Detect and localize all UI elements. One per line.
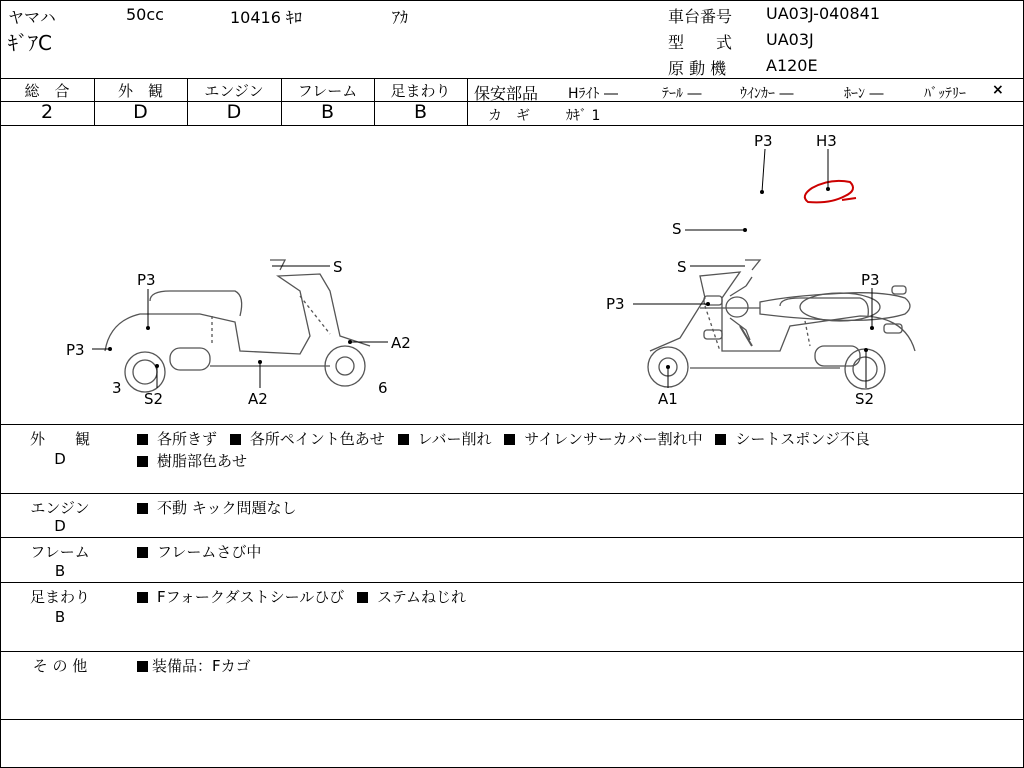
grade-suspension-label: 足まわり <box>390 82 451 100</box>
note-item: ステムねじれ <box>377 588 467 606</box>
note-item: 各所ペイント色あせ <box>249 430 385 448</box>
note-frame-category: フレーム <box>30 543 90 561</box>
bullet-square-icon <box>137 547 148 558</box>
note-suspension-category: 足まわり <box>29 588 90 606</box>
bullet-square-icon <box>137 503 148 514</box>
grade-overall-label: 総 合 <box>24 82 70 100</box>
note-item: レバー削れ <box>417 430 492 448</box>
headlight-status: Hﾗｲﾄ ― <box>568 86 618 102</box>
tail-status: ﾃｰﾙ ― <box>662 86 702 102</box>
bullet-square-icon <box>398 434 409 445</box>
grade-frame-value: B <box>320 101 335 123</box>
top-label-h3: H3 <box>816 132 837 150</box>
frame-no: UA03J-040841 <box>766 4 881 23</box>
left-label-3: 3 <box>112 379 122 397</box>
note-exterior-category: 外 観 <box>29 430 90 448</box>
grade-frame-label: フレーム <box>297 82 358 100</box>
note-suspension-grade: B <box>54 608 66 626</box>
note-suspension-line1 <box>137 586 466 607</box>
left-label-s: S <box>333 258 343 276</box>
color: ｱｶ <box>392 8 409 27</box>
mileage: 10416 ｷﾛ <box>230 8 302 27</box>
note-item: 各所きず <box>157 430 218 448</box>
left-label-a2-bottom: A2 <box>248 390 268 408</box>
left-label-p3-top: P3 <box>137 271 156 289</box>
note-item: Fフォークダストシールひび <box>157 588 345 606</box>
maker: ヤマハ <box>8 8 56 27</box>
note-item: シートスポンジ不良 <box>735 430 870 448</box>
divider <box>0 493 1024 494</box>
divider <box>0 78 1024 79</box>
note-item: サイレンサーカバー割れ中 <box>524 430 703 448</box>
right-label-p3-right: P3 <box>861 271 880 289</box>
bullet-square-icon <box>137 434 148 445</box>
top-circled-grade <box>838 174 839 175</box>
grade-overall-value: 2 <box>40 101 54 123</box>
grade-engine-value: D <box>226 101 242 123</box>
displacement: 50cc <box>126 5 164 24</box>
note-engine-line1 <box>137 497 296 518</box>
bullet-square-icon <box>715 434 726 445</box>
note-exterior-line2 <box>137 450 247 471</box>
grade-exterior-label: 外 観 <box>117 82 163 100</box>
bullet-square-icon <box>137 661 148 672</box>
battery-label: ﾊﾞｯﾃﾘｰ <box>924 86 966 102</box>
note-exterior-line1 <box>137 428 870 449</box>
red-damage-mark <box>805 181 856 203</box>
battery-status-mark: × <box>992 82 1004 98</box>
model-name: ｷﾞｱC <box>8 31 52 55</box>
divider <box>0 424 1024 425</box>
bullet-square-icon <box>137 456 148 467</box>
bullet-square-icon <box>230 434 241 445</box>
note-engine-category: エンジン <box>30 499 90 517</box>
note-frame-grade: B <box>54 562 66 580</box>
right-label-p3-left: P3 <box>606 295 625 313</box>
bullet-square-icon <box>357 592 368 603</box>
divider <box>0 582 1024 583</box>
left-label-p3-side: P3 <box>66 341 85 359</box>
grade-suspension-value: B <box>413 101 428 123</box>
bullet-square-icon <box>137 592 148 603</box>
right-label-s2: S2 <box>855 390 875 408</box>
engine-label: 原 動 機 <box>668 59 727 78</box>
top-label-s: S <box>672 220 682 238</box>
top-label-p3: P3 <box>754 132 773 150</box>
left-label-s2: S2 <box>144 390 164 408</box>
grade-engine-label: エンジン <box>204 82 264 100</box>
divider <box>0 537 1024 538</box>
divider <box>0 719 1024 720</box>
right-label-s: S <box>677 258 687 276</box>
grade-exterior-value: D <box>133 101 148 123</box>
safety-parts-label: 保安部品 <box>474 84 539 103</box>
type-value: UA03J <box>766 30 814 49</box>
note-exterior-grade: D <box>54 450 66 468</box>
right-label-a1: A1 <box>658 390 678 408</box>
divider <box>467 78 468 125</box>
divider <box>0 651 1024 652</box>
bullet-square-icon <box>504 434 515 445</box>
left-label-a2-right: A2 <box>391 334 411 352</box>
note-other-line1 <box>137 655 251 676</box>
note-item: フレームさび中 <box>157 543 262 561</box>
note-item: 不動 キック問題なし <box>157 499 297 517</box>
note-frame-line1 <box>137 541 261 562</box>
note-engine-grade: D <box>54 517 66 535</box>
type-label: 型 式 <box>668 33 733 52</box>
winker-status: ｳｲﾝｶｰ ― <box>740 86 794 102</box>
engine-value: A120E <box>766 56 818 75</box>
note-item: 装備品：Fカゴ <box>152 657 251 675</box>
note-other-category: そ の 他 <box>32 657 88 675</box>
key-value: ｶｷﾞ 1 <box>566 108 601 124</box>
note-item: 樹脂部色あせ <box>157 452 248 470</box>
key-label: カ ギ <box>488 108 530 124</box>
frame-no-label: 車台番号 <box>668 7 733 26</box>
horn-status: ﾎｰﾝ ― <box>844 86 884 102</box>
left-label-6: 6 <box>378 379 388 397</box>
